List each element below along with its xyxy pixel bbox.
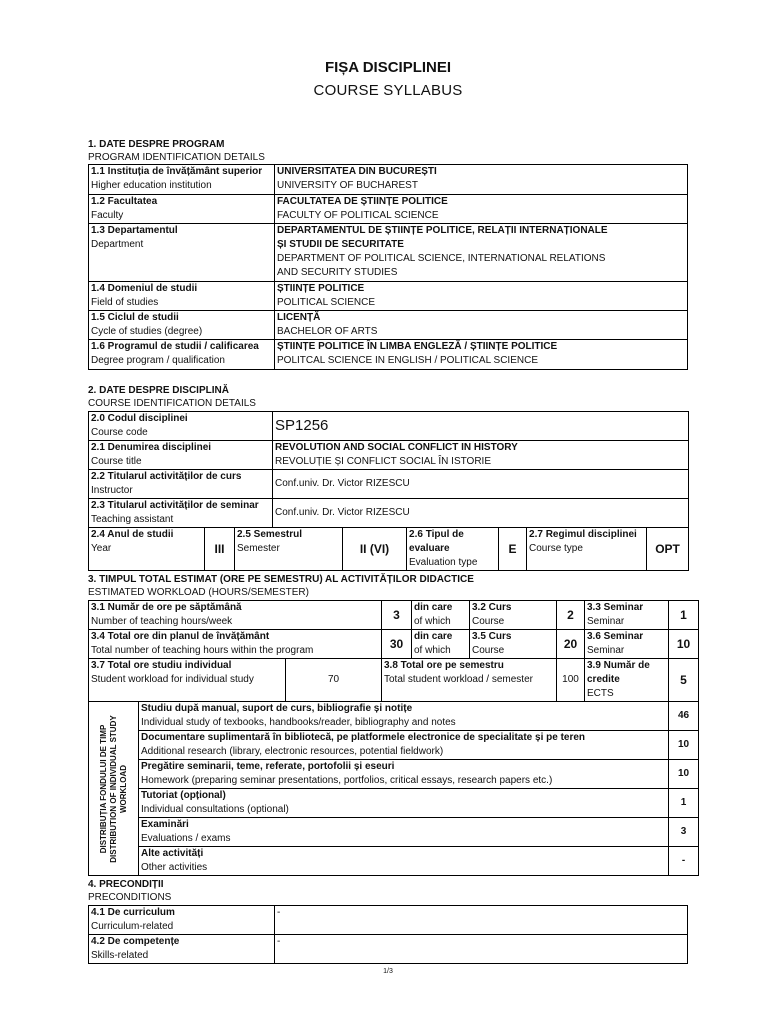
table-row: 1.2 Facultatea Faculty FACULTATEA DE ȘTIINȚE POLITICE FACULTY OF POLITICAL SCIENCE bbox=[89, 195, 688, 224]
table-row: Pregătire seminarii, teme, referate, portofolii și eseuri Homework (preparing seminar presentations, portfolios, critical essays, research papers etc.) 10 bbox=[89, 760, 699, 789]
table-row: Alte activități Other activities - bbox=[89, 847, 699, 876]
table-row: Documentare suplimentară în bibliotecă, pe platformele electronice de specialitate și pe teren Additional research (library, electronic resources, potential fieldwork) 10 bbox=[89, 731, 699, 760]
document-subtitle: COURSE SYLLABUS bbox=[313, 82, 463, 99]
table-row: 3.4 Total ore din planul de învățământ Total number of teaching hours within the program 30 din care of which 3.5 Curs Course 20 3.6 Seminar Seminar 10 bbox=[89, 630, 699, 659]
table-row: 1.3 Departamentul Department DEPARTAMENTUL DE ȘTIINȚE POLITICE, RELAȚII INTERNAȚIONALE ȘI STUDII DE SECURITATE DEPARTMENT OF POLITICAL SCIENCE, INTERNATIONAL RELATIONS AND SECURITY STUDIES bbox=[89, 224, 688, 282]
program-table bbox=[88, 164, 688, 370]
section-1-heading: 1. DATE DESPRE PROGRAM PROGRAM IDENTIFICATION DETAILS bbox=[88, 139, 265, 163]
course-code: SP1256 bbox=[273, 412, 689, 441]
table-row: 1.4 Domeniul de studii Field of studies ȘTIINȚE POLITICE POLITICAL SCIENCE bbox=[89, 282, 688, 311]
table-row: 3.7 Total ore studiu individual Student workload for individual study 70 3.8 Total ore pe semestru Total student workload / semester 100 3.9 Număr de credite ECTS 5 bbox=[89, 659, 699, 702]
vertical-label: DISTRIBUȚIA FONDULUI DE TIMP DISTRIBUTION OF INDIVIDUAL STUDY WORKLOAD bbox=[89, 702, 139, 876]
page-number: 1/3 bbox=[383, 968, 393, 975]
table-row: 1.1 Instituția de învățământ superior Higher education institution UNIVERSITATEA DIN BUCUREȘTI UNIVERSITY OF BUCHAREST bbox=[89, 165, 688, 195]
preconditions-table bbox=[88, 905, 688, 964]
table-row: 4.2 De competențe Skills-related - bbox=[89, 935, 688, 964]
table-row: Examinări Evaluations / exams 3 bbox=[89, 818, 699, 847]
table-row: 2.0 Codul disciplinei Course code SP1256 bbox=[89, 412, 689, 441]
section-2-heading: 2. DATE DESPRE DISCIPLINĂ COURSE IDENTIFICATION DETAILS bbox=[88, 385, 256, 409]
table-row: Tutoriat (opțional) Individual consultations (optional) 1 bbox=[89, 789, 699, 818]
table-row: 2.1 Denumirea disciplinei Course title REVOLUTION AND SOCIAL CONFLICT IN HISTORY REVOLUȚIE ȘI CONFLICT SOCIAL ÎN ISTORIE bbox=[89, 441, 689, 470]
table-row: 2.4 Anul de studii Year III 2.5 Semestrul Semester II (VI) 2.6 Tipul de evaluare Evaluation type E 2.7 Regimul disciplinei Course type OPT bbox=[89, 528, 689, 571]
table-row: 2.2 Titularul activităților de curs Instructor Conf.univ. Dr. Victor RIZESCU bbox=[89, 470, 689, 499]
document-title: FIȘA DISCIPLINEI bbox=[324, 59, 452, 76]
table-row: 4.1 De curriculum Curriculum-related - bbox=[89, 906, 688, 935]
table-row: 1.5 Ciclul de studii Cycle of studies (degree) LICENȚĂ BACHELOR OF ARTS bbox=[89, 311, 688, 340]
workload-table bbox=[88, 600, 699, 876]
course-table bbox=[88, 411, 689, 571]
table-row: 1.6 Programul de studii / calificarea Degree program / qualification ȘTIINȚE POLITICE ÎN LIMBA ENGLEZĂ / ȘTIINȚE POLITICE POLITCAL SCIENCE IN ENGLISH / POLITICAL SCIENCE bbox=[89, 340, 688, 370]
table-row: 2.3 Titularul activităților de seminar Teaching assistant Conf.univ. Dr. Victor RIZESCU bbox=[89, 499, 689, 528]
section-4-heading: 4. PRECONDIȚII PRECONDITIONS bbox=[88, 879, 172, 903]
table-row: DISTRIBUȚIA FONDULUI DE TIMP DISTRIBUTION OF INDIVIDUAL STUDY WORKLOAD Studiu după manual, suport de curs, bibliografie și notițe Individual study of texbooks, handbooks/reader, bibliography and notes 46 bbox=[89, 702, 699, 731]
section-3-heading: 3. TIMPUL TOTAL ESTIMAT (ORE PE SEMESTRU) AL ACTIVITĂȚILOR DIDACTICE ESTIMATED WORKLOAD (HOURS/SEMESTER) bbox=[88, 574, 474, 598]
table-row: 3.1 Număr de ore pe săptămână Number of teaching hours/week 3 din care of which 3.2 Curs Course 2 3.3 Seminar Seminar 1 bbox=[89, 601, 699, 630]
